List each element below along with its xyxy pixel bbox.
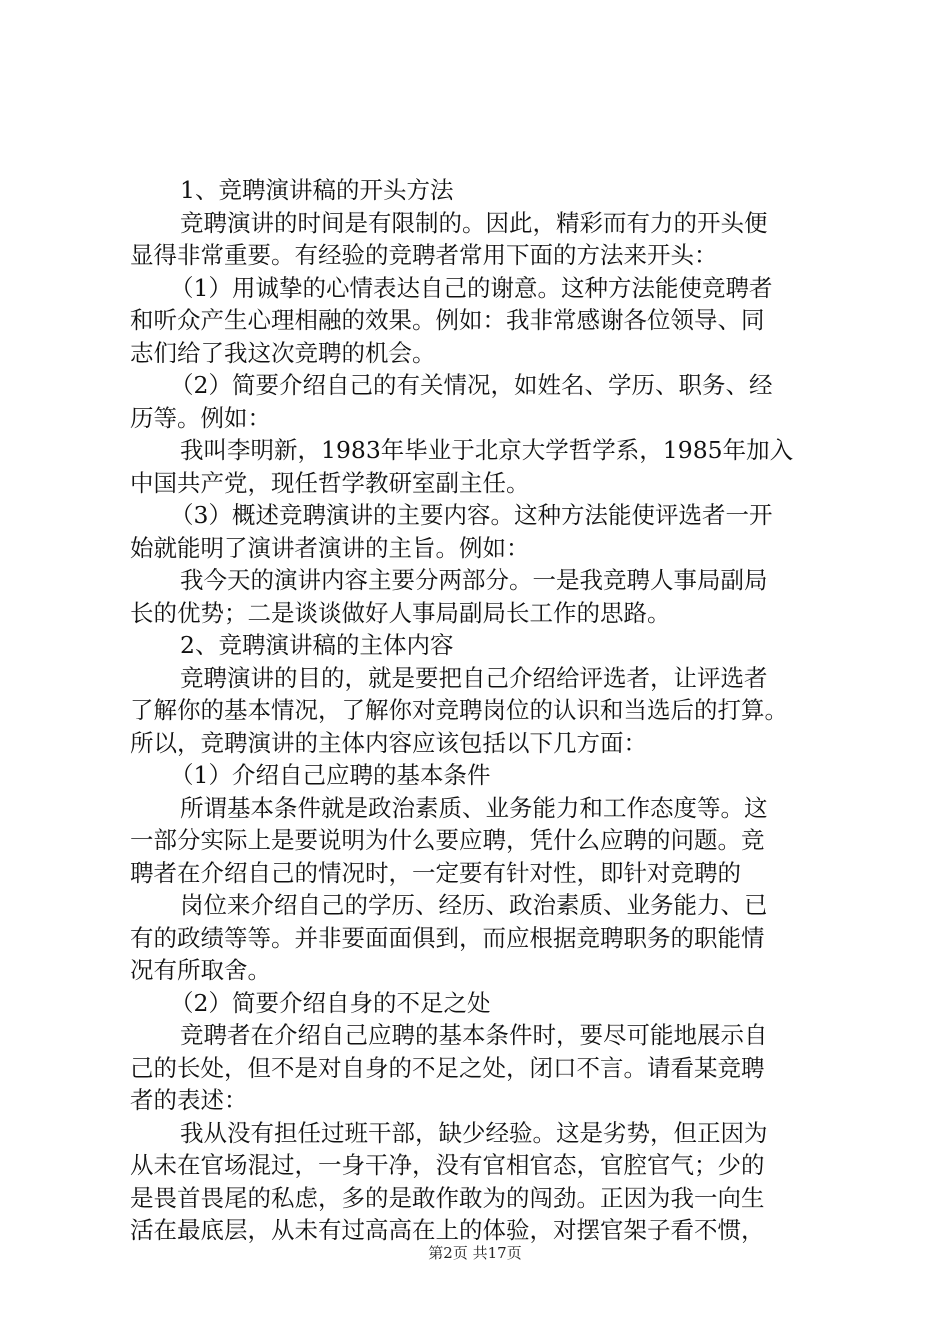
text-line: 竞聘演讲的目的，就是要把自己介绍给评选者，让评选者: [180, 663, 768, 692]
text-line: 己的长处，但不是对自身的不足之处，闭口不言。请看某竞聘: [130, 1053, 765, 1082]
text-line: 显得非常重要。有经验的竞聘者常用下面的方法来开头：: [130, 241, 718, 269]
text-line: 从未在官场混过，一身干净，没有官相官态，官腔官气；少的: [130, 1151, 765, 1179]
text-line: 聘者在介绍自己的情况时，一定要有针对性，即针对竞聘的: [130, 858, 741, 887]
text-line: 中国共产党，现任哲学教研室副主任。: [130, 468, 530, 497]
text-line: 况有所取舍。: [130, 956, 271, 984]
text-line: 有的政绩等等。并非要面面俱到，而应根据竞聘职务的职能情: [130, 923, 765, 952]
text-line: 我从没有担任过班干部，缺少经验。这是劣势，但正因为: [180, 1118, 768, 1147]
text-line: （1）介绍自己应聘的基本条件: [170, 761, 491, 789]
text-line: 竞聘者在介绍自己应聘的基本条件时，要尽可能地展示自: [180, 1021, 768, 1049]
text-line: 我今天的演讲内容主要分两部分。一是我竞聘人事局副局: [180, 566, 768, 594]
text-line: 活在最底层，从未有过高高在上的体验，对摆官架子看不惯，: [130, 1216, 765, 1244]
text-line: 一部分实际上是要说明为什么要应聘，凭什么应聘的问题。竞: [130, 826, 765, 854]
text-line: 所谓基本条件就是政治素质、业务能力和工作态度等。这: [180, 793, 768, 822]
text-line: 是畏首畏尾的私虑，多的是敢作敢为的闯劲。正因为我一向生: [130, 1183, 765, 1212]
text-line: 志们给了我这次竞聘的机会。: [130, 338, 436, 367]
text-line: 我叫李明新，1983年毕业于北京大学哲学系，1985年加入: [180, 436, 794, 464]
text-line: 2、竞聘演讲稿的主体内容: [180, 631, 454, 659]
text-line: 所以，竞聘演讲的主体内容应该包括以下几方面：: [130, 728, 647, 757]
text-line: 始就能明了演讲者演讲的主旨。例如：: [130, 533, 530, 562]
text-line: 岗位来介绍自己的学历、经历、政治素质、业务能力、已: [180, 891, 768, 919]
text-line: 长的优势；二是谈谈做好人事局副局长工作的思路。: [130, 598, 671, 627]
text-line: （2）简要介绍自己的有关情况，如姓名、学历、职务、经: [170, 371, 773, 399]
text-line: 者的表述：: [130, 1086, 248, 1114]
text-line: （1）用诚挚的心情表达自己的谢意。这种方法能使竞聘者: [170, 273, 773, 302]
text-line: （3）概述竞聘演讲的主要内容。这种方法能使评选者一开: [170, 501, 773, 529]
text-line: 竞聘演讲的时间是有限制的。因此，精彩而有力的开头便: [180, 208, 768, 237]
document-body: [130, 174, 830, 1247]
text-line: （2）简要介绍自身的不足之处: [170, 988, 491, 1017]
text-line: 1、竞聘演讲稿的开头方法: [180, 176, 454, 204]
text-line: 历等。例如：: [130, 403, 271, 432]
text-line: 了解你的基本情况，了解你对竞聘岗位的认识和当选后的打算。: [130, 696, 788, 724]
page-number-footer: 第2页 共17页: [428, 1244, 522, 1262]
text-line: 和听众产生心理相融的效果。例如：我非常感谢各位领导、同: [130, 306, 765, 334]
